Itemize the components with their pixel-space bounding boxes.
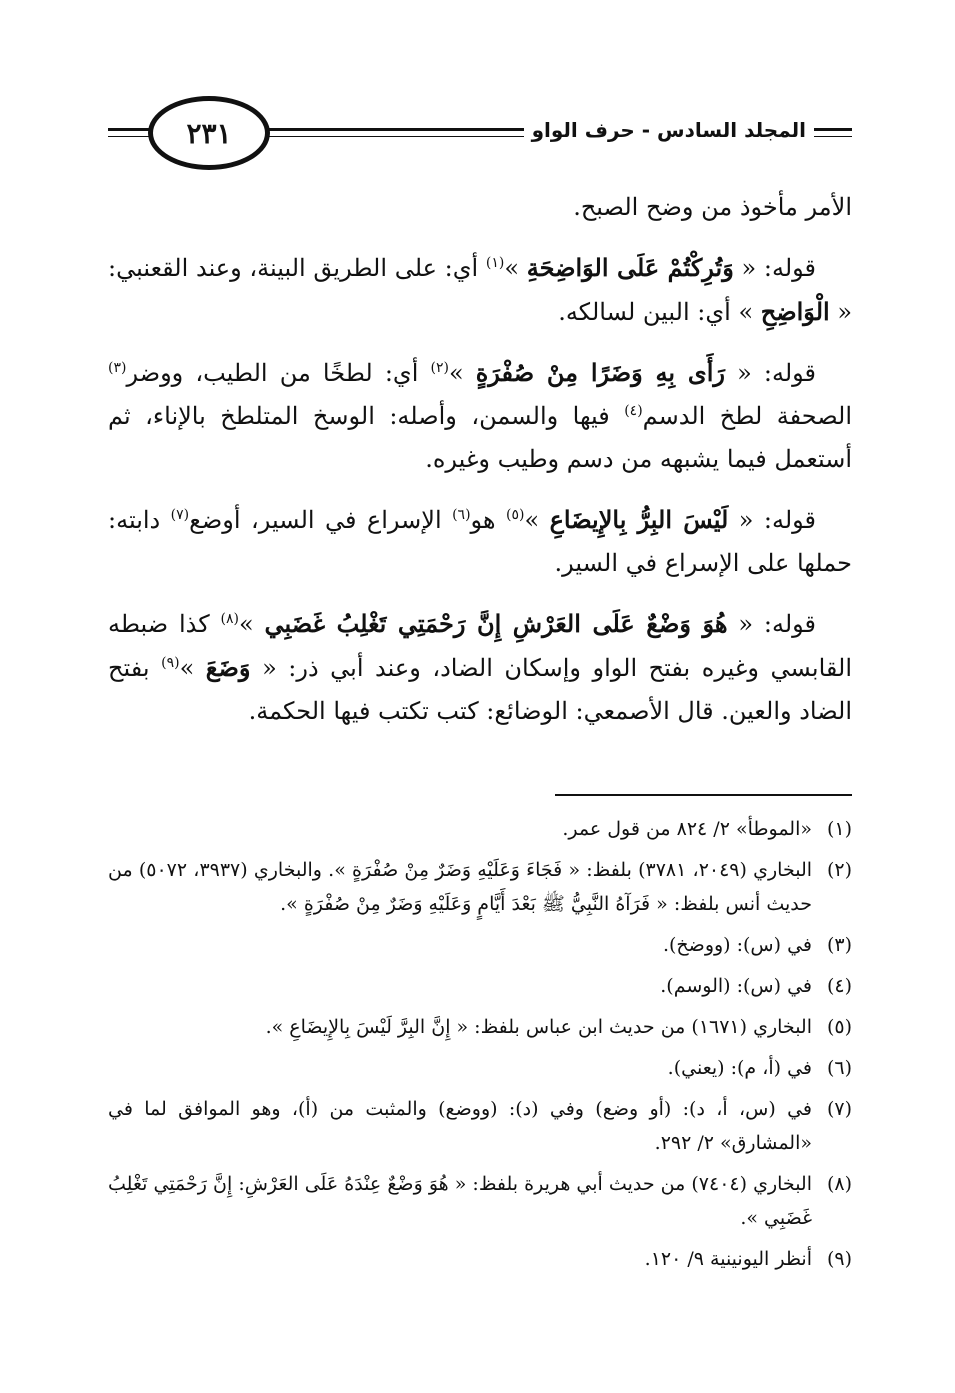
hadith-quote: لَيْسَ البِرُّ بِالإِيضَاعِ <box>549 505 729 534</box>
text-segment: الإسراع في السير، أوضع <box>189 506 453 534</box>
footnote <box>108 812 852 846</box>
hadith-quote: وَتُرِكْتُمْ عَلَى الوَاضِحَةِ <box>526 253 734 282</box>
footnote-ref[interactable]: (٣) <box>108 360 127 376</box>
text-segment: هو <box>470 506 507 534</box>
footnote-number: (٦) <box>826 1057 852 1079</box>
footnote-ref[interactable]: (٦) <box>452 507 471 523</box>
paragraph-3 <box>108 351 852 481</box>
running-title: المجلد السادس - حرف الواو <box>524 118 814 142</box>
footnote-ref[interactable]: (٧) <box>170 507 190 523</box>
hadith-quote: الْوَاضِحِ <box>760 297 830 326</box>
paragraph-5 <box>108 602 852 733</box>
main-text <box>108 186 852 750</box>
text-segment: قوله: « <box>733 254 816 282</box>
text-segment: فيها والسمن، وأصله: الوسخ المتلطخ بالإناء، ثم أستعمل فيما يشبهه من دسم وطيب وغيره. <box>108 402 852 473</box>
footnote-ref[interactable]: (٥) <box>506 507 525 523</box>
footnote-ref[interactable]: (٨) <box>220 611 239 627</box>
text-segment: » أي: البين لسالكه. <box>558 298 761 326</box>
footnote-ref[interactable]: (٩) <box>161 655 180 671</box>
footnote-text: أنظر اليونينية ٩/ ١٢٠. <box>644 1248 812 1270</box>
footnote-text: في (س، أ، د): (أو وضع) وفي (د): (ووضع) والمثبت من (أ)، وهو الموافق لما في «المشارق» ٢/ ٢٩٢. <box>108 1098 812 1154</box>
text-segment: كذا ضبطه القابسي وغيره بفتح الواو وإسكان الضاد، وعند أبي ذر: « <box>108 610 853 682</box>
footnote-text: في (أ، م): (يعني). <box>667 1057 812 1079</box>
footnote <box>108 928 852 962</box>
text-segment: بفتح الضاد والعين. قال الأصمعي: الوضائع: كتب تكتب فيها الحكمة. <box>108 654 852 725</box>
footnote <box>108 1092 852 1160</box>
footnote-number: (٩) <box>826 1248 852 1270</box>
footnote-number: (٣) <box>826 934 852 956</box>
footnote <box>108 969 852 1003</box>
text-segment: قوله: « <box>724 359 817 387</box>
footnote-text: البخاري (٧٤٠٤) من حديث أبي هريرة بلفظ: « هُوَ وَضْعٌ عِنْدَهُ عَلَى العَرْشِ: إِنَّ رَحْمَتِي تَغْلِبُ غَضَبِي ». <box>108 1173 812 1229</box>
footnote <box>108 1051 852 1085</box>
page-number-badge <box>148 96 270 170</box>
footnote-text: في (س): (الوسم). <box>660 975 812 997</box>
hadith-quote: وَضَعَ <box>205 653 251 682</box>
footnote-number: (٧) <box>826 1098 852 1120</box>
footnote-separator <box>555 794 852 796</box>
footnote <box>108 1010 852 1044</box>
text-segment: » <box>179 654 206 682</box>
footnote-text: البخاري (١٦٧١) من حديث ابن عباس بلفظ: « إِنَّ البِرَّ لَيْسَ بِالإِيضَاعِ ». <box>265 1016 812 1038</box>
hadith-quote: رَأَى بِهِ وَضَرًا مِنْ صُفْرَةٍ <box>475 358 725 387</box>
text-segment: أي: على الطريق البينة، وعند القعنبي: « <box>108 254 852 326</box>
footnote-number: (١) <box>826 818 852 840</box>
footnote-ref[interactable]: (٢) <box>430 360 449 376</box>
text-segment: الصحفة لطخ الدسم <box>642 402 852 430</box>
text-segment: » <box>238 610 265 638</box>
footnote-ref[interactable]: (١) <box>485 255 505 271</box>
page-number: ٢٣١ <box>186 116 232 150</box>
footnote-ref[interactable]: (٤) <box>624 403 643 419</box>
paragraph-1: الأمر مأخوذ من وضح الصبح. <box>573 193 852 221</box>
footnote-number: (٢) <box>826 859 852 881</box>
footnote-number: (٥) <box>826 1016 852 1038</box>
footnote-text: في (س): (ووضخ). <box>662 934 812 956</box>
footnote-text: «الموطأ» ٢/ ٨٢٤ من قول عمر. <box>562 818 812 840</box>
footnote <box>108 1167 852 1235</box>
text-segment: » <box>448 359 476 387</box>
text-segment: قوله: « <box>728 506 817 534</box>
footnote-text: البخاري (٢٠٤٩، ٣٧٨١) بلفظ: « فَجَاءَ وَعَلَيْهِ وَضَرٌ مِنْ صُفْرَةٍ ». والبخاري (٣٩٣٧، ٥٠٧٢) من حديث أنس بلفظ: « فَرَآهُ النَّبِيُّ ﷺ بَعْدَ أَيَّامٍ وَعَلَيْهِ وَضَرٌ مِنْ صُفْرَةٍ ». <box>108 859 813 915</box>
page-header <box>108 96 852 176</box>
text-segment: » <box>504 254 527 282</box>
paragraph-4 <box>108 498 852 585</box>
footnote <box>108 853 852 921</box>
text-segment: قوله: « <box>727 610 817 638</box>
paragraph-2 <box>108 246 852 334</box>
footnote <box>108 1242 852 1276</box>
hadith-quote: هُوَ وَضْعٌ عَلَى العَرْشِ إِنَّ رَحْمَتِي تَغْلِبُ غَضَبِي <box>264 609 728 638</box>
footnotes <box>108 812 852 1283</box>
footnote-number: (٤) <box>826 975 852 997</box>
text-segment: » <box>524 506 550 534</box>
text-segment: أي: لطخًا من الطيب، ووضر <box>126 359 431 387</box>
footnote-number: (٨) <box>826 1173 852 1195</box>
text-segment: دابته: حملها على الإسراع في السير. <box>108 506 852 577</box>
